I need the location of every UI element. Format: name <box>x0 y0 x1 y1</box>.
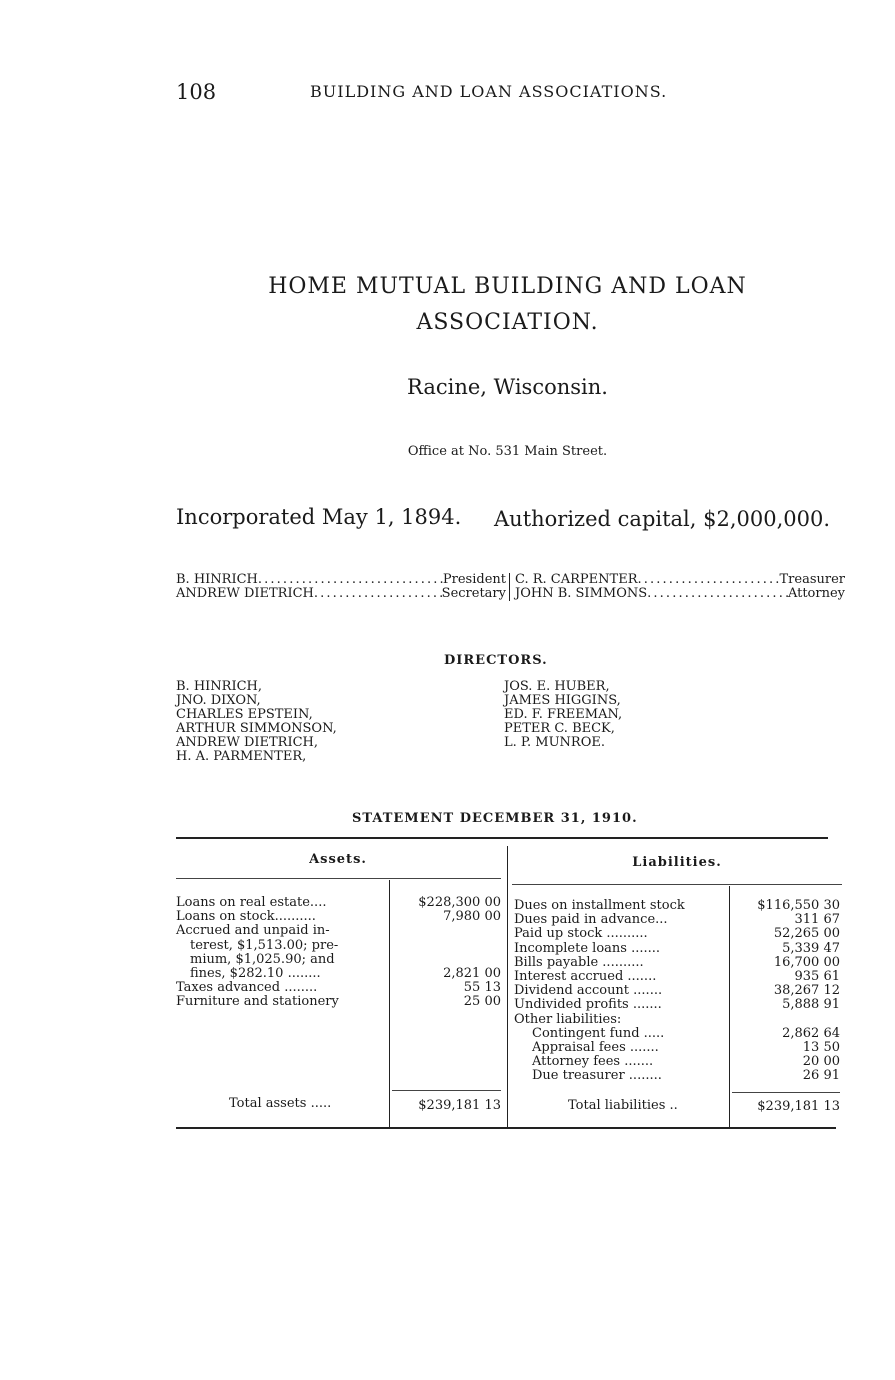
asset-amount: $228,300 00 <box>418 895 501 910</box>
assets-total-rule <box>392 1090 501 1091</box>
officer-name: B. HINRICH <box>176 572 258 587</box>
liabilities-heading-rule <box>512 884 842 885</box>
liabilities-heading: Liabilities. <box>632 855 722 870</box>
officer-attorney <box>510 587 845 601</box>
page-number: 108 <box>176 80 217 104</box>
officers-list <box>176 573 845 601</box>
city-line: Racine, Wisconsin. <box>407 375 608 399</box>
liability-amount: 311 67 <box>794 912 840 928</box>
liability-amount: 38,267 12 <box>773 983 840 999</box>
total-liabilities-label: Total liabilities .. <box>568 1098 678 1113</box>
asset-amount: 25 00 <box>463 994 501 1010</box>
asset-label: Loans on stock.......... <box>176 909 316 925</box>
asset-amount <box>392 939 501 953</box>
asset-amount: 7,980 00 <box>443 909 501 925</box>
liability-amount: 26 91 <box>802 1068 840 1084</box>
officer-name: JOHN B. SIMMONS <box>515 586 648 601</box>
table-top-rule <box>176 837 828 839</box>
officers-row <box>176 587 845 601</box>
liability-label: Undivided profits ....... <box>514 997 662 1013</box>
liability-amount: 5,888 91 <box>782 997 840 1013</box>
officer-name: ANDREW DIETRICH <box>176 586 314 601</box>
liability-amount: 5,339 47 <box>782 940 840 956</box>
liabilities-amount-divider <box>729 886 730 1128</box>
liability-label: Dues on installment stock <box>514 898 685 913</box>
asset-amount <box>392 924 501 938</box>
liability-label: Other liabilities: <box>514 1011 622 1027</box>
liability-amount: 2,862 64 <box>782 1025 840 1041</box>
director-name: L. P. MUNROE. <box>504 735 605 750</box>
total-assets-label: Total assets ..... <box>229 1096 332 1111</box>
assets-labels <box>176 896 386 1010</box>
running-head: BUILDING AND LOAN ASSOCIATIONS. <box>310 82 668 101</box>
table-bottom-rule <box>176 1127 836 1129</box>
liability-amount <box>732 1013 840 1027</box>
statement-title: STATEMENT DECEMBER 31, 1910. <box>352 811 638 826</box>
asset-label: Taxes advanced ........ <box>176 980 318 996</box>
liability-label: Incomplete loans ....... <box>514 940 661 956</box>
asset-amount: 55 13 <box>463 980 501 996</box>
director-name: H. A. PARMENTER, <box>176 749 307 764</box>
asset-label: mium, $1,025.90; and <box>190 951 335 967</box>
director-name: PETER C. BECK, <box>504 721 615 736</box>
officers-row <box>176 573 845 587</box>
asset-label: Furniture and stationery <box>176 994 339 1010</box>
liability-label: Dividend account ....... <box>514 983 663 999</box>
director-name: JNO. DIXON, <box>176 693 261 708</box>
officer-treasurer <box>510 573 845 587</box>
liabilities-total-rule <box>732 1092 840 1093</box>
officer-title: Treasurer <box>779 572 845 587</box>
liability-label: Attorney fees ....... <box>532 1054 654 1070</box>
directors-column-2 <box>504 680 622 750</box>
asset-label: Accrued and unpaid in- <box>176 923 330 939</box>
directors-column-1 <box>176 680 337 764</box>
total-assets-amount: $239,181 13 <box>418 1098 501 1113</box>
liabilities-amounts <box>732 899 840 1083</box>
director-name: ANDREW DIETRICH, <box>176 735 319 750</box>
liability-amount: 935 61 <box>794 968 840 984</box>
liability-label: Interest accrued ....... <box>514 969 657 985</box>
liability-label: Bills payable .......... <box>514 954 644 970</box>
asset-label: Loans on real estate.... <box>176 895 327 910</box>
assets-amounts <box>392 896 501 1010</box>
directors-heading: DIRECTORS. <box>444 653 548 668</box>
officer-president <box>176 573 510 587</box>
asset-label: fines, $282.10 ........ <box>190 966 321 982</box>
liability-amount: 20 00 <box>802 1054 840 1070</box>
director-name: JAMES HIGGINS, <box>504 693 621 708</box>
director-name: ARTHUR SIMMONSON, <box>176 721 337 736</box>
liability-amount: 52,265 00 <box>773 926 840 942</box>
asset-label: terest, $1,513.00; pre- <box>190 937 339 953</box>
liability-label: Paid up stock .......... <box>514 926 648 942</box>
liability-label: Dues paid in advance... <box>514 912 668 928</box>
association-title: HOME MUTUAL BUILDING AND LOAN <box>268 274 747 299</box>
director-name: JOS. E. HUBER, <box>504 679 610 694</box>
assets-amount-divider <box>389 880 390 1128</box>
office-address: Office at No. 531 Main Street. <box>407 444 608 459</box>
assets-heading-rule <box>176 878 501 879</box>
table-center-divider <box>507 846 508 1128</box>
officer-secretary <box>176 587 510 601</box>
director-name: ED. F. FREEMAN, <box>504 707 623 722</box>
liability-amount: $116,550 30 <box>757 898 840 913</box>
liability-amount: 13 50 <box>802 1039 840 1055</box>
director-name: CHARLES EPSTEIN, <box>176 707 313 722</box>
officer-title: President <box>442 572 506 587</box>
incorporation-date: Incorporated May 1, 1894. <box>176 505 462 529</box>
liabilities-labels <box>514 899 726 1084</box>
asset-amount: 2,821 00 <box>443 965 501 981</box>
officer-title: Attorney <box>787 586 845 601</box>
officer-name: C. R. CARPENTER <box>515 572 638 587</box>
liability-amount: 16,700 00 <box>773 954 840 970</box>
liability-label: Contingent fund ..... <box>532 1025 665 1041</box>
liability-label: Appraisal fees ....... <box>532 1040 659 1056</box>
association-title-line2: ASSOCIATION. <box>416 310 599 335</box>
total-liabilities-amount: $239,181 13 <box>757 1099 840 1114</box>
director-name: B. HINRICH, <box>176 679 263 694</box>
assets-heading: Assets. <box>309 852 367 867</box>
asset-amount <box>392 953 501 967</box>
liability-label: Due treasurer ........ <box>532 1068 662 1084</box>
authorized-capital: Authorized capital, $2,000,000. <box>494 507 831 531</box>
officer-title: Secretary <box>441 586 506 601</box>
